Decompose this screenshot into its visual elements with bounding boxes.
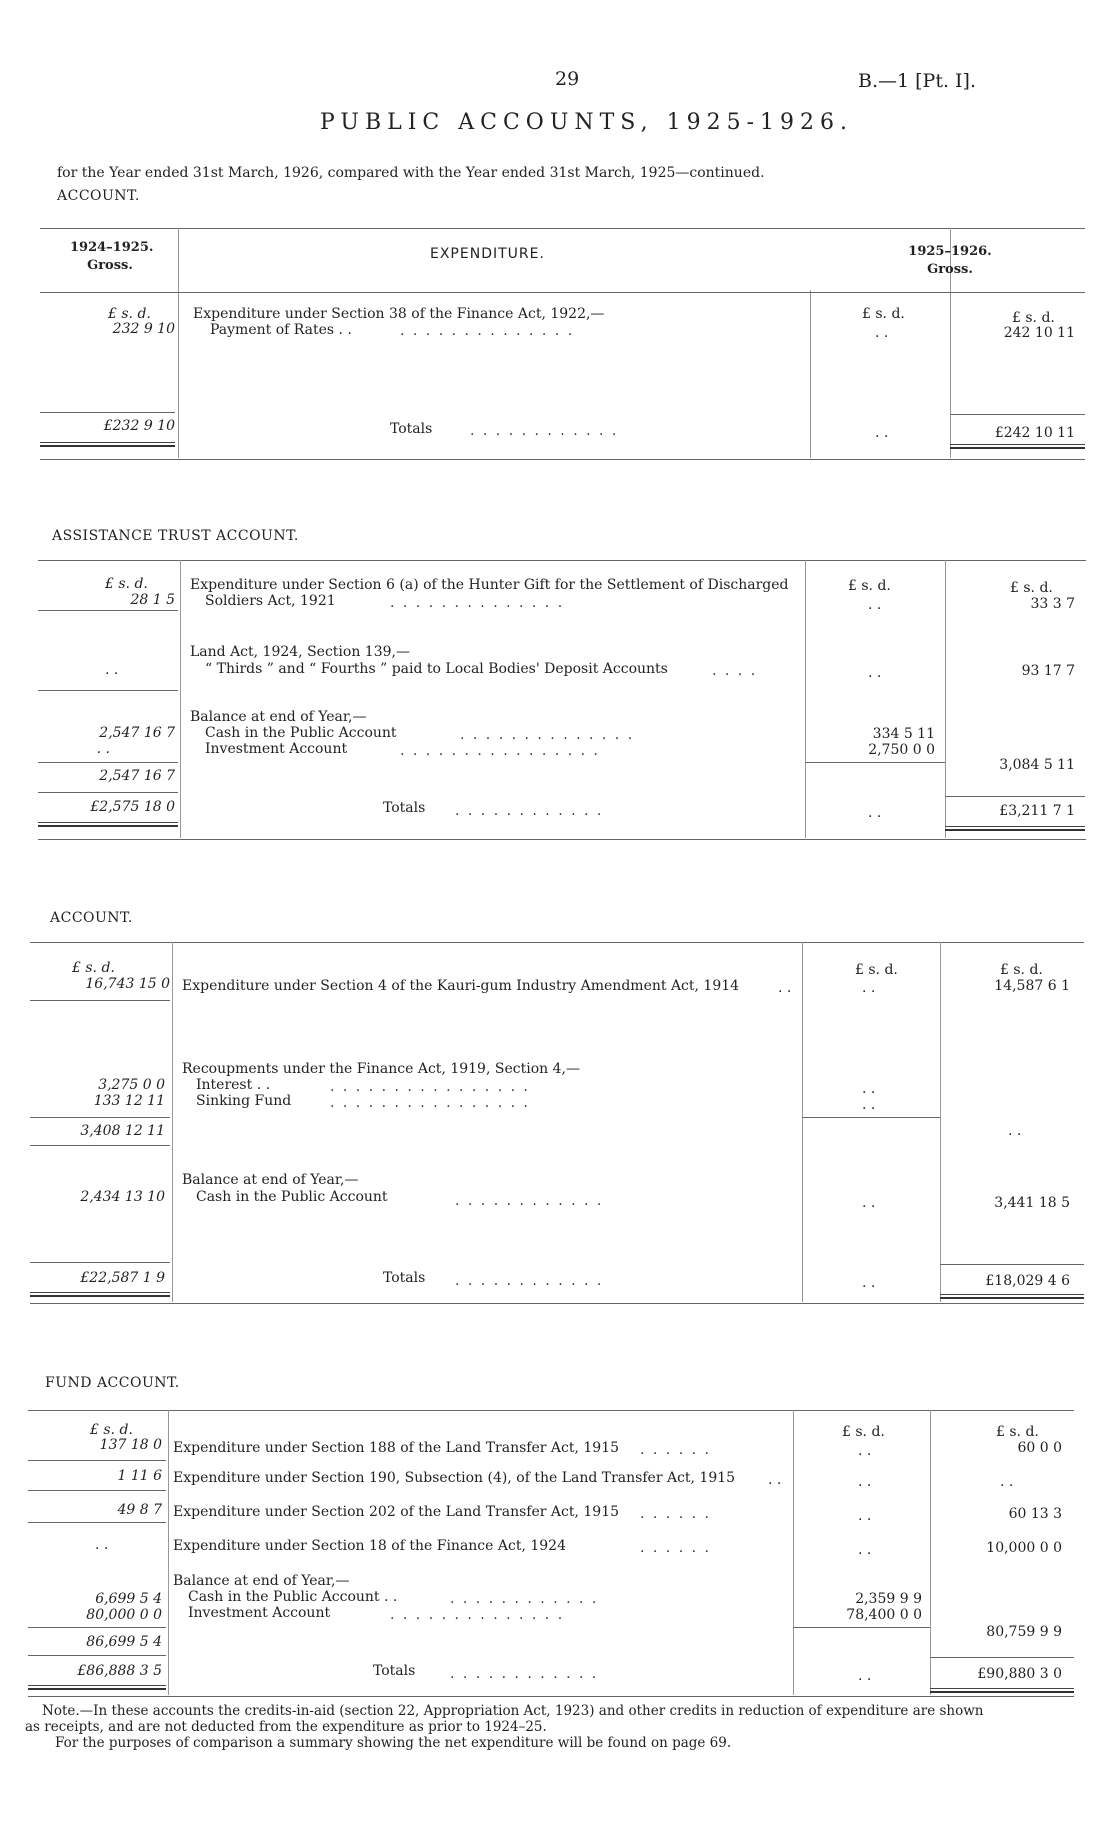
s2-desc3: Balance at end of Year,— [190, 709, 367, 725]
page-number: 29 [555, 68, 580, 90]
s4-prev-r5b: 80,000 0 0 [86, 1607, 162, 1623]
s4-prev-r5a: 6,699 5 4 [95, 1591, 162, 1607]
s4-prev-r4: . . [95, 1537, 109, 1553]
section4-title: FUND ACCOUNT. [45, 1375, 180, 1391]
s2-prev-r3a: 2,547 16 7 [99, 725, 175, 741]
s4-desc1: Expenditure under Section 188 of the Land Transfer Act, 1915 [173, 1440, 620, 1456]
header-expenditure: EXPENDITURE. [430, 246, 545, 262]
s3-desc2b: Sinking Fund [196, 1093, 292, 1109]
s4-mid-total: . . [858, 1668, 872, 1684]
s4-totals-label: Totals [373, 1663, 416, 1679]
s3-mid2a: . . [862, 1081, 876, 1097]
s3-desc2: Recoupments under the Finance Act, 1919, Section 4,— [182, 1061, 580, 1077]
s4-curr-total: £90,880 3 0 [977, 1666, 1062, 1682]
s2-totals-label: Totals [383, 800, 426, 816]
s4-curr-r2: . . [1000, 1474, 1014, 1490]
s1-curr-row1: 242 10 11 [1003, 325, 1075, 341]
s4-mid5a: 2,359 9 9 [855, 1591, 922, 1607]
s2-desc2b: “ Thirds ” and “ Fourths ” paid to Local Bodies' Deposit Accounts [205, 661, 668, 677]
s1-prev-row1: 232 9 10 [112, 321, 175, 337]
s4-desc5: Balance at end of Year,— [173, 1573, 350, 1589]
s4-prev-total: £86,888 3 5 [77, 1663, 162, 1679]
s3-desc2a: Interest . . [196, 1077, 271, 1093]
s2-mid3b: 2,750 0 0 [868, 742, 935, 758]
s3-desc1: Expenditure under Section 4 of the Kauri-gum Industry Amendment Act, 1914 [182, 978, 740, 994]
lsd-curr: £ s. d. [1000, 962, 1043, 978]
s3-curr-r2: . . [1008, 1123, 1022, 1139]
s4-prev-r1: 137 18 0 [99, 1437, 162, 1453]
lsd-prev: £ s. d. [72, 960, 115, 976]
s1-mid-total: . . [875, 425, 889, 441]
lsd-prev: £ s. d. [90, 1422, 133, 1438]
header-curr-gross: Gross. [927, 262, 973, 277]
section1-title: ACCOUNT. [57, 188, 140, 204]
s2-prev-sub: 2,547 16 7 [99, 768, 175, 784]
s2-curr-r3: 3,084 5 11 [999, 757, 1075, 773]
s3-prev-r1: 16,743 15 0 [85, 976, 170, 992]
s4-curr-r3: 60 13 3 [1008, 1506, 1062, 1522]
header-prev-year: 1924–1925. [70, 240, 154, 255]
s4-desc2: Expenditure under Section 190, Subsection (4), of the Land Transfer Act, 1915 [173, 1470, 736, 1486]
s2-mid2: . . [868, 665, 882, 681]
s1-totals-label: Totals [390, 421, 433, 437]
s3-prev-r2b: 133 12 11 [93, 1093, 165, 1109]
page-subtitle: for the Year ended 31st March, 1926, compared with the Year ended 31st March, 1925—continued. [57, 165, 765, 181]
s2-mid1: . . [868, 597, 882, 613]
s3-totals-label: Totals [383, 1270, 426, 1286]
s3-prev-r3: 2,434 13 10 [80, 1189, 165, 1205]
page-reference: B.—1 [Pt. I]. [858, 70, 976, 92]
s4-mid5b: 78,400 0 0 [846, 1607, 922, 1623]
lsd-curr: £ s. d. [1010, 580, 1053, 596]
s4-desc5b: Investment Account [188, 1605, 331, 1621]
s3-curr-total: £18,029 4 6 [985, 1273, 1070, 1289]
lsd-mid: £ s. d. [842, 1424, 885, 1440]
s3-prev-sub: 3,408 12 11 [80, 1123, 165, 1139]
s1-prev-total: £232 9 10 [103, 418, 175, 434]
s1-desc1: Expenditure under Section 38 of the Finance Act, 1922,— [193, 306, 605, 322]
s4-mid4: . . [858, 1542, 872, 1558]
s2-mid3a: 334 5 11 [872, 726, 935, 742]
s2-curr-r2: 93 17 7 [1021, 663, 1075, 679]
lsd-prev: £ s. d. [105, 576, 148, 592]
s4-prev-r3: 49 8 7 [117, 1502, 162, 1518]
page-title: PUBLIC ACCOUNTS, 1925-1926. [320, 110, 853, 135]
footnote-line1: Note.—In these accounts the credits-in-aid (section 22, Appropriation Act, 1923) and other credits in reduction of expenditure are shown [42, 1703, 984, 1719]
s4-curr-r4: 10,000 0 0 [986, 1540, 1062, 1556]
footnote-line3: For the purposes of comparison a summary showing the net expenditure will be found on page 69. [55, 1735, 732, 1751]
s1-mid1: . . [875, 325, 889, 341]
s3-desc3: Balance at end of Year,— [182, 1172, 359, 1188]
lsd-mid: £ s. d. [855, 962, 898, 978]
section3-table [30, 942, 1084, 1304]
s4-prev-sub: 86,699 5 4 [86, 1634, 162, 1650]
s2-desc3a: Cash in the Public Account [205, 725, 397, 741]
s4-prev-r2: 1 11 6 [117, 1468, 162, 1484]
header-prev-gross: Gross. [87, 258, 133, 273]
s2-prev-r3b: . . [96, 741, 110, 757]
lsd-prev: £ s. d. [108, 306, 151, 322]
s4-mid3: . . [858, 1508, 872, 1524]
s4-desc5a: Cash in the Public Account . . [188, 1589, 398, 1605]
s2-desc1: Expenditure under Section 6 (a) of the Hunter Gift for the Settlement of Discharged [190, 577, 789, 593]
s4-desc4: Expenditure under Section 18 of the Finance Act, 1924 [173, 1538, 566, 1554]
lsd-mid: £ s. d. [862, 306, 905, 322]
s3-prev-r2a: 3,275 0 0 [98, 1077, 165, 1093]
s3-prev-total: £22,587 1 9 [80, 1270, 165, 1286]
s1-desc1b: Payment of Rates . . [210, 322, 352, 338]
s2-prev-total: £2,575 18 0 [90, 799, 175, 815]
lsd-curr: £ s. d. [996, 1424, 1039, 1440]
s4-curr-r5: 80,759 9 9 [986, 1624, 1062, 1640]
s4-mid1: . . [858, 1443, 872, 1459]
s2-mid-total: . . [868, 805, 882, 821]
s3-dots1: . . [778, 980, 792, 996]
s3-mid3: . . [862, 1195, 876, 1211]
s2-desc1b: Soldiers Act, 1921 [205, 593, 336, 609]
section2-title: ASSISTANCE TRUST ACCOUNT. [52, 528, 299, 544]
s1-curr-total: £242 10 11 [994, 425, 1075, 441]
lsd-curr: £ s. d. [1012, 310, 1055, 326]
s3-mid1: . . [862, 980, 876, 996]
section3-title: ACCOUNT. [50, 910, 133, 926]
s2-curr-total: £3,211 7 1 [999, 803, 1075, 819]
header-curr-year: 1925–1926. [908, 244, 992, 259]
s3-curr-r1: 14,587 6 1 [994, 978, 1070, 994]
s2-desc2: Land Act, 1924, Section 139,— [190, 644, 410, 660]
s3-mid-total: . . [862, 1275, 876, 1291]
s2-prev-r1: 28 1 5 [130, 592, 175, 608]
s2-desc3b: Investment Account [205, 741, 348, 757]
s2-curr-r1: 33 3 7 [1030, 596, 1075, 612]
s3-curr-r3: 3,441 18 5 [994, 1195, 1070, 1211]
lsd-mid: £ s. d. [848, 578, 891, 594]
s2-prev-r2: . . [105, 662, 119, 678]
s3-mid2b: . . [862, 1097, 876, 1113]
s4-desc3: Expenditure under Section 202 of the Land Transfer Act, 1915 [173, 1504, 620, 1520]
footnote-line2: as receipts, and are not deducted from the expenditure as prior to 1924–25. [25, 1719, 547, 1735]
s4-mid2: . . [858, 1474, 872, 1490]
s3-desc3a: Cash in the Public Account [196, 1189, 388, 1205]
s4-curr-r1: 60 0 0 [1017, 1440, 1062, 1456]
